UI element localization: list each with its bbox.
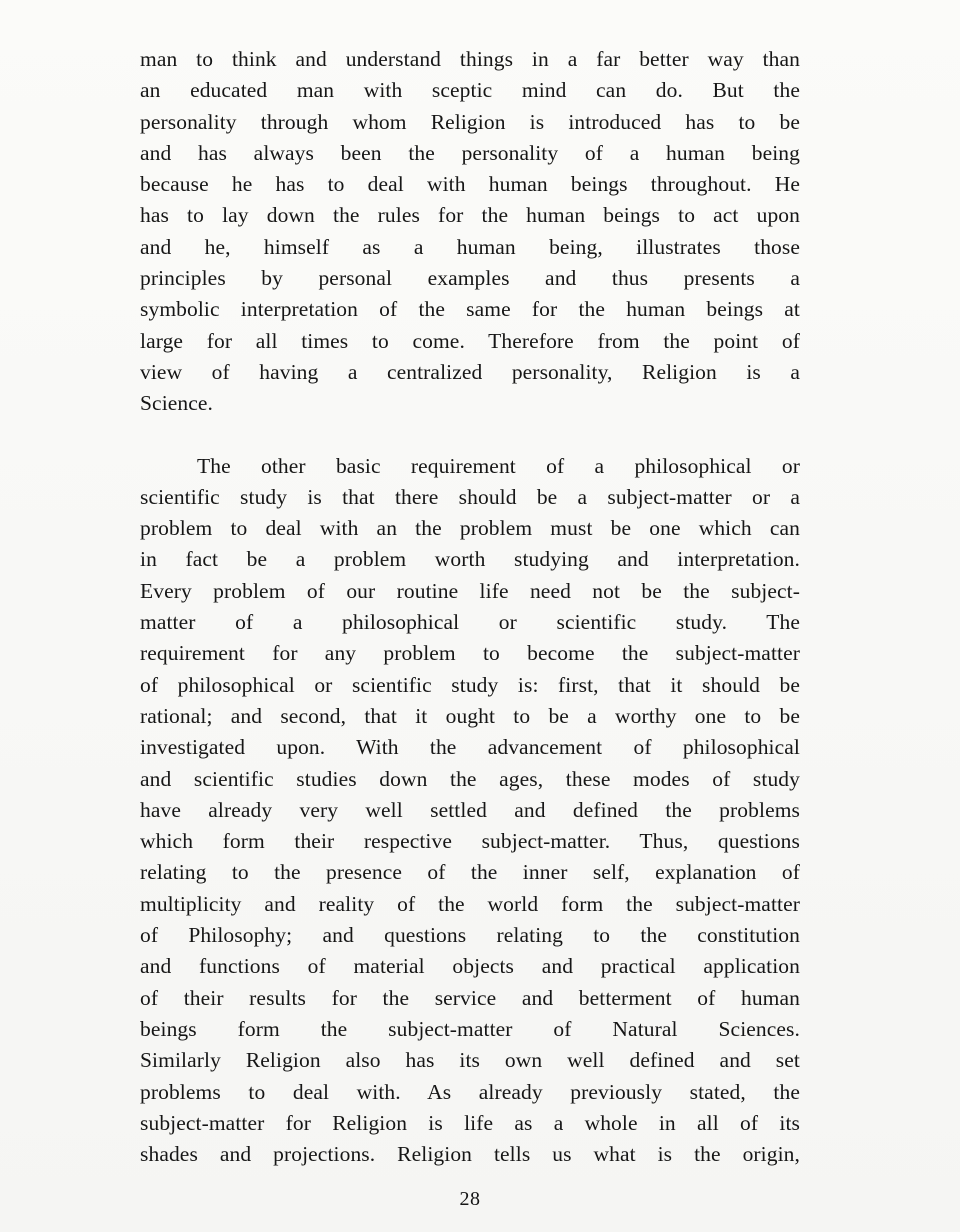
text-line: of their results for the service and betterment of human <box>140 985 800 1010</box>
text-line: investigated upon. With the advancement of philosophical <box>140 735 800 760</box>
text-line: problem to deal with an the problem must be one which can <box>140 516 800 541</box>
text-line: and scientific studies down the ages, these modes of study <box>140 766 800 791</box>
text-line: rational; and second, that it ought to be a worthy one to be <box>140 703 800 728</box>
text-line: subject-matter for Religion is life as a whole in all of its <box>140 1110 800 1135</box>
text-line: because he has to deal with human beings throughout. He <box>140 172 800 197</box>
text-line: have already very well settled and defined the problems <box>140 797 800 822</box>
text-line: and has always been the personality of a human being <box>140 140 800 165</box>
text-line: view of having a centralized personality, Religion is a <box>140 359 800 384</box>
text-column <box>140 44 800 1170</box>
text-line: matter of a philosophical or scientific study. The <box>140 610 800 635</box>
text-line: an educated man with sceptic mind can do. But the <box>140 78 800 103</box>
text-line: Science. <box>140 391 214 416</box>
text-line: problems to deal with. As already previously stated, the <box>140 1079 800 1104</box>
text-line: which form their respective subject-matter. Thus, questions <box>140 829 800 854</box>
text-line: personality through whom Religion is introduced has to be <box>140 109 800 134</box>
text-line: and functions of material objects and practical application <box>140 954 800 979</box>
text-line: man to think and understand things in a far better way than <box>140 47 800 71</box>
text-line: Similarly Religion also has its own well defined and set <box>140 1048 800 1073</box>
text-line: Every problem of our routine life need not be the subject- <box>140 578 800 603</box>
text-line: in fact be a problem worth studying and interpretation. <box>140 547 800 572</box>
text-line: symbolic interpretation of the same for the human beings at <box>140 297 800 322</box>
text-line: relating to the presence of the inner self, explanation of <box>140 860 800 885</box>
text-line: scientific study is that there should be a subject-matter or a <box>140 484 800 509</box>
text-line: large for all times to come. Therefore from the point of <box>140 328 800 353</box>
text-line: of philosophical or scientific study is: first, that it should be <box>140 672 800 697</box>
paragraph <box>140 451 800 1171</box>
text-line: requirement for any problem to become the subject-matter <box>140 641 800 666</box>
text-line: The other basic requirement of a philosophical or <box>197 453 800 478</box>
text-line: shades and projections. Religion tells us what is the origin, <box>140 1142 800 1167</box>
text-line: multiplicity and reality of the world form the subject-matter <box>140 891 800 916</box>
text-line: of Philosophy; and questions relating to the constitution <box>140 923 800 948</box>
text-line: has to lay down the rules for the human beings to act upon <box>140 203 800 228</box>
text-line: beings form the subject-matter of Natural Sciences. <box>140 1016 800 1041</box>
page-number: 28 <box>459 1188 481 1210</box>
paragraph <box>140 44 800 420</box>
text-line: and he, himself as a human being, illustrates those <box>140 234 800 259</box>
text-line: principles by personal examples and thus presents a <box>140 266 800 291</box>
